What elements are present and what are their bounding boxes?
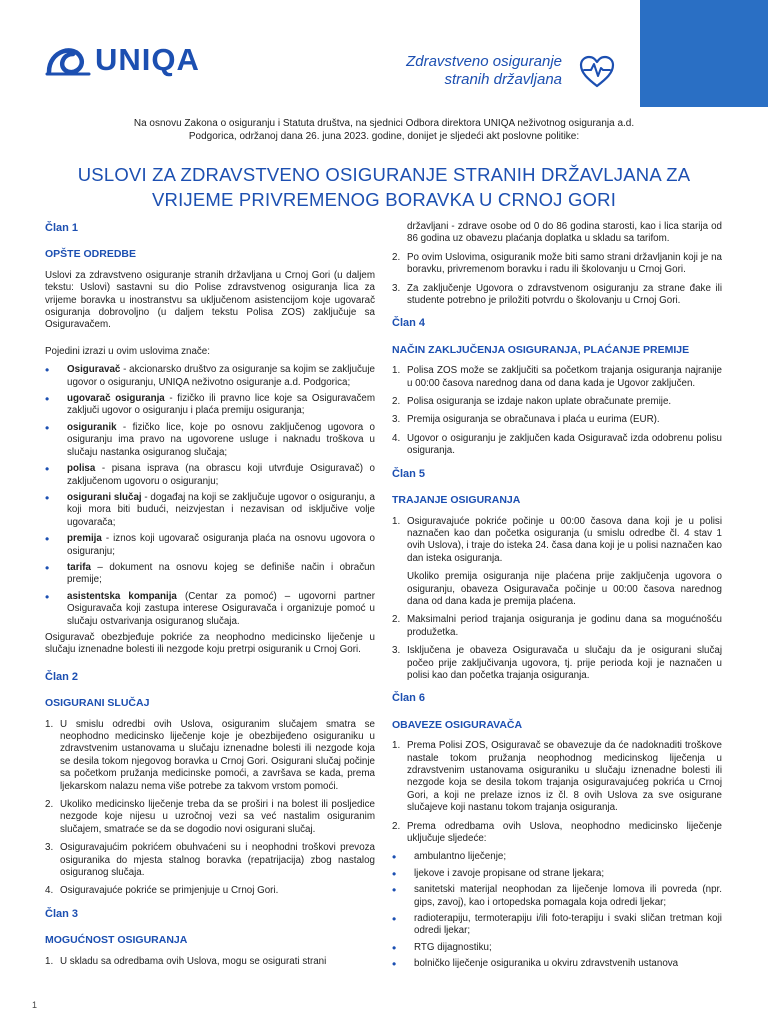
bullet-item: • sanitetski materijal neophodan za liječenje lomova ili povreda (npr. gips, zavoj), kao i ortopedska pomagala koja odredi ljekar; (392, 884, 722, 909)
definition-item (45, 393, 375, 418)
definition-term: polisa (67, 463, 96, 475)
numbered-item (392, 396, 722, 408)
item-number: 3. (392, 282, 401, 294)
definition-term: Osiguravač (67, 364, 121, 376)
item-text: Za zaključenje Ugovora o zdravstvenom osiguranju za strane đake ili studente potrebno je priložiti potvrdu o školovanju u Crnoj Gori. (407, 282, 722, 307)
item-text: Po ovim Uslovima, osiguranik može biti samo strani državljanin koji je na boravku, privremenom boravku i radu ili školovanju u Crnoj Gori. (407, 251, 722, 276)
uniqa-logo-icon (45, 42, 91, 78)
item-number: 1. (392, 740, 401, 752)
intro-text (60, 117, 708, 143)
numbered-item (45, 956, 375, 968)
numbered-item (392, 645, 722, 682)
item-text: Ukoliko medicinsko liječenje treba da se proširi i na bolest ili posljedice nezgode koje nijesu u uzročnoj vezi sa već nastalim osiguranim slučajem, smatraće se da se dogodio novi osigurani slučaj. (60, 799, 375, 835)
definition-item (45, 492, 375, 529)
numbered-list (392, 516, 722, 566)
continued-text: državljani - zdrave osobe od 0 do 86 godina starosti, kao i lica starija od 86 godina uz obavezu plaćanja doplatka u skladu sa tarifom. (407, 221, 722, 245)
item-number: 3. (45, 842, 54, 854)
bullet-item: • ljekove i zavoje propisane od strane ljekara; (392, 868, 722, 880)
numbered-item (392, 516, 722, 566)
logo-text: UNIQA (95, 42, 200, 77)
bullet-item: • RTG dijagnostiku; (392, 942, 722, 954)
definition-item (45, 422, 375, 459)
item-number: 2. (392, 614, 401, 626)
definition-text: - iznos koji ugovarač osiguranja plaća na osnovu ugovora o osiguranju; (67, 533, 375, 557)
numbered-item (392, 433, 722, 458)
item-text: U skladu sa odredbama ovih Uslova, mogu se osigurati strani (60, 955, 327, 967)
definition-text: - događaj na koji se zaključuje ugovor o osiguranju, a koji mora biti budući, neizvjestan i nezavisan od isključive volje ugovarača; (67, 491, 376, 528)
document-title (40, 162, 728, 212)
section-heading: NAČIN ZAKLJUČENJA OSIGURANJA, PLAĆANJE PREMIJE (392, 343, 690, 356)
numbered-list (392, 252, 722, 308)
definition-item (45, 533, 375, 558)
left-column (45, 215, 375, 978)
definition-term: ugovarač osiguranja (67, 393, 165, 405)
article-heading: Član 3 (45, 907, 79, 920)
numbered-item (45, 799, 375, 836)
item-text: Prema odredbama ovih Uslova, neophodno medicinsko liječenje uključuje sljedeće: (407, 820, 722, 845)
definition-item (45, 562, 375, 587)
item-number: 4. (45, 885, 54, 897)
numbered-item (392, 283, 722, 308)
numbered-item (392, 740, 722, 814)
numbered-list (45, 719, 375, 898)
document-title-line1: USLOVI ZA ZDRAVSTVENO OSIGURANJE STRANIH DRŽAVLJANA ZA (77, 164, 691, 185)
numbered-item (392, 252, 722, 277)
item-number: 2. (392, 251, 401, 263)
article-heading: Član 4 (392, 317, 426, 330)
item-number: 2. (45, 799, 54, 811)
product-title-line2: stranih državljana (444, 71, 562, 88)
right-column (392, 221, 722, 975)
item-text: U smislu odredbi ovih Uslova, osiguranim slučajem smatra se neophodno medicinsko liječenje koje je obezbijeđeno osiguraniku u zdravstvenim ustanovama u slučaju iznenadne bolesti ili nezgode koja se desila tokom njegovog boravka u Crnoj Gori. Osigurani slučaj počinje sa početkom pružanja medicinske pomoći, a završava se kada, prema ljekarskom nalazu nema više potrebe za takvom vrstom pomoći. (60, 718, 375, 792)
article-heading: Član 1 (45, 222, 79, 234)
intro-line2: Podgorica, održanoj dana 26. juna 2023. godine, donijet je sljedeći akt poslovne politike: (188, 131, 580, 142)
definition-text: (Centar za pomoć) – ugovorni partner Osiguravača koji zastupa interese Osiguravača i organizuje pomoć u slučaju ostvarivanja osiguranog slučaja. (67, 590, 375, 627)
definition-text: – dokument na osnovu kojeg se definiše način i obračun premije; (67, 561, 375, 586)
item-number: 2. (392, 820, 401, 832)
item-number: 4. (392, 432, 401, 444)
definition-text: - pisana isprava (na obrascu koji utvrđuje Osiguravač) o zaključenom ugovoru o osiguranju; (67, 463, 375, 487)
header-color-block (640, 0, 768, 107)
item-number: 3. (392, 645, 401, 657)
definition-term: asistentska kompanija (67, 590, 177, 602)
section-heading: OPŠTE ODREDBE (45, 248, 137, 261)
article-heading: Član 5 (392, 467, 426, 480)
numbered-item (392, 414, 722, 426)
item-number: 1. (392, 515, 401, 527)
item-text: Osiguravajuće pokriće počinje u 00:00 časova dana koji je u polisi naznačen kao dan početka osiguranja (u smislu odredbe čl. 4 stav 1 ovih Uslova), i traje do isteka 24. časa dana koji je u polisi naznačen kao dan isteka osiguranja. (407, 515, 722, 564)
definition-text: - fizičko lice, koje po osnovu zaključenog ugovora o osiguranju ima pravo na ugovorene usluge i naknadu troškova u slučaju nastanka osiguranog slučaja; (67, 421, 375, 458)
numbered-list (392, 365, 722, 457)
product-title-line1: Zdravstveno osiguranje (406, 53, 562, 70)
section-heading: OSIGURANI SLUČAJ (45, 697, 150, 710)
section-heading: MOGUĆNOST OSIGURANJA (45, 934, 188, 947)
uniqa-logo (45, 42, 200, 78)
heart-pulse-icon (578, 55, 616, 89)
numbered-item (392, 821, 722, 846)
definition-term: tarifa (67, 561, 91, 573)
document-title-line2: VRIJEME PRIVREMENOG BORAVKA U CRNOJ GORI (151, 189, 617, 210)
definition-item (45, 591, 375, 628)
bullet-list (392, 851, 722, 970)
paragraph: Osiguravač obezbjeđuje pokriće za neophodno medicinsko liječenje u slučaju iznenadne bolesti ili nezgode koju pretrpi osiguranik u Crnoj Gori. (45, 631, 375, 656)
bullet-item: • bolničko liječenje osiguranika u okviru zdravstvenih ustanova (392, 958, 722, 970)
definition-term: osiguranik (67, 421, 117, 433)
definition-term: premija (67, 533, 102, 545)
article-heading: Član 6 (392, 692, 426, 705)
definition-term: osigurani slučaj (67, 491, 142, 503)
item-text: Isključena je obaveza Osiguravača u slučaju da je osigurani slučaj počeo prije zaključivanja ugovora, tj. prije perioda koji je naznačen u polisi kao dan početka trajanja osiguranja. (407, 645, 722, 681)
item-text: Prema Polisi ZOS, Osiguravač se obavezuje da će nadoknaditi troškove nastale tokom pružanja neophodnog medicinskog liječenja u zdravstvenim ustanovama osiguraniku u slučaju iznenadne bolesti ili nezgode koja se desila tokom trajanja osiguravajućeg pokrića u Crnoj Gori, a koji ne prelaze iznos iz čl. 8 ovih Uslova za sve osigurane slučajeve koji nastanu tokom trajanja osiguranja. (407, 740, 722, 814)
definition-text: - akcionarsko društvo za osiguranje sa kojim se zaključuje ugovor o osiguranju, UNIQA neživotno osiguranje a.d. Podgorica; (67, 364, 375, 388)
item-text: Maksimalni period trajanja osiguranja je godinu dana sa mogućnošću produžetka. (407, 614, 722, 638)
item-text: Polisa osiguranja se izdaje nakon uplate obračunate premije. (407, 396, 672, 408)
item-text: Polisa ZOS može se zaključiti sa početkom trajanja osiguranja najranije u 00:00 časova narednog dana od dana kada je Ugovor zaključen. (407, 365, 722, 389)
definition-item (45, 364, 375, 389)
item-number: 1. (45, 955, 54, 967)
intro-line1: Na osnovu Zakona o osiguranju i Statuta društva, na sjednici Odbora direktora UNIQA neživotnog osiguranja a.d. (133, 118, 635, 129)
numbered-list (392, 740, 722, 845)
section-heading: OBAVEZE OSIGURAVAČA (392, 718, 523, 731)
product-title (360, 53, 562, 89)
numbered-list (45, 956, 375, 968)
bullet-item: • ambulantno liječenje; (392, 851, 722, 863)
item-number: 2. (392, 396, 401, 408)
section-heading: TRAJANJE OSIGURANJA (392, 494, 521, 507)
item-text: Premija osiguranja se obračunava i plaća u eurima (EUR). (407, 414, 660, 426)
numbered-item (392, 614, 722, 639)
definition-text: - fizičko ili pravno lice koje sa Osiguravačem zaključi ugovor o osiguranju i plaća premiju osiguranja; (67, 393, 376, 417)
item-number: 3. (392, 414, 401, 426)
paragraph: Pojedini izrazi u ovim uslovima znače: (45, 345, 210, 357)
item-text: Ugovor o osiguranju je zaključen kada Osiguravač izda odobrenu polisu osiguranja. (407, 432, 722, 457)
item-number: 1. (45, 718, 54, 730)
sub-paragraph: Ukoliko premija osiguranja nije plaćena prije zaključenja ugovora o osiguranju, obaveza Osiguravača počinje u 00:00 časova narednog dana od dana kada je premija plaćena. (407, 571, 722, 607)
article-heading: Član 2 (45, 670, 79, 683)
numbered-item (45, 885, 375, 897)
definition-item (45, 463, 375, 488)
numbered-item (45, 842, 375, 879)
definitions-list (45, 364, 375, 628)
item-text: Osiguravajuće pokriće se primjenjuje u Crnoj Gori. (60, 885, 279, 897)
bullet-item: • radioterapiju, termoterapiju i/ili foto-terapiju i svaki sličan tretman koji odredi ljekar; (392, 913, 722, 938)
numbered-item (392, 365, 722, 390)
item-text: Osiguravajućim pokrićem obuhvaćeni su i neophodni troškovi prevoza osiguranika do mjesta stalnog boravka (repatrijacija) zbog nastalog osiguranog slučaja. (60, 842, 375, 879)
numbered-list (392, 614, 722, 682)
item-number: 1. (392, 365, 401, 377)
page-number: 1 (32, 1000, 38, 1010)
numbered-item (45, 719, 375, 793)
paragraph: Uslovi za zdravstveno osiguranje stranih državljana u Crnoj Gori (u daljem tekstu: Uslovi) sastavni su dio Polise zdravstvenog osiguranja lica za vrijeme boravka u inostranstvu sa uključenom asistencijom koje ugovarač osiguranja dobrovoljno (u daljem tekstu Polisa ZOS) zaključuje sa Osiguravačem. (45, 269, 375, 331)
